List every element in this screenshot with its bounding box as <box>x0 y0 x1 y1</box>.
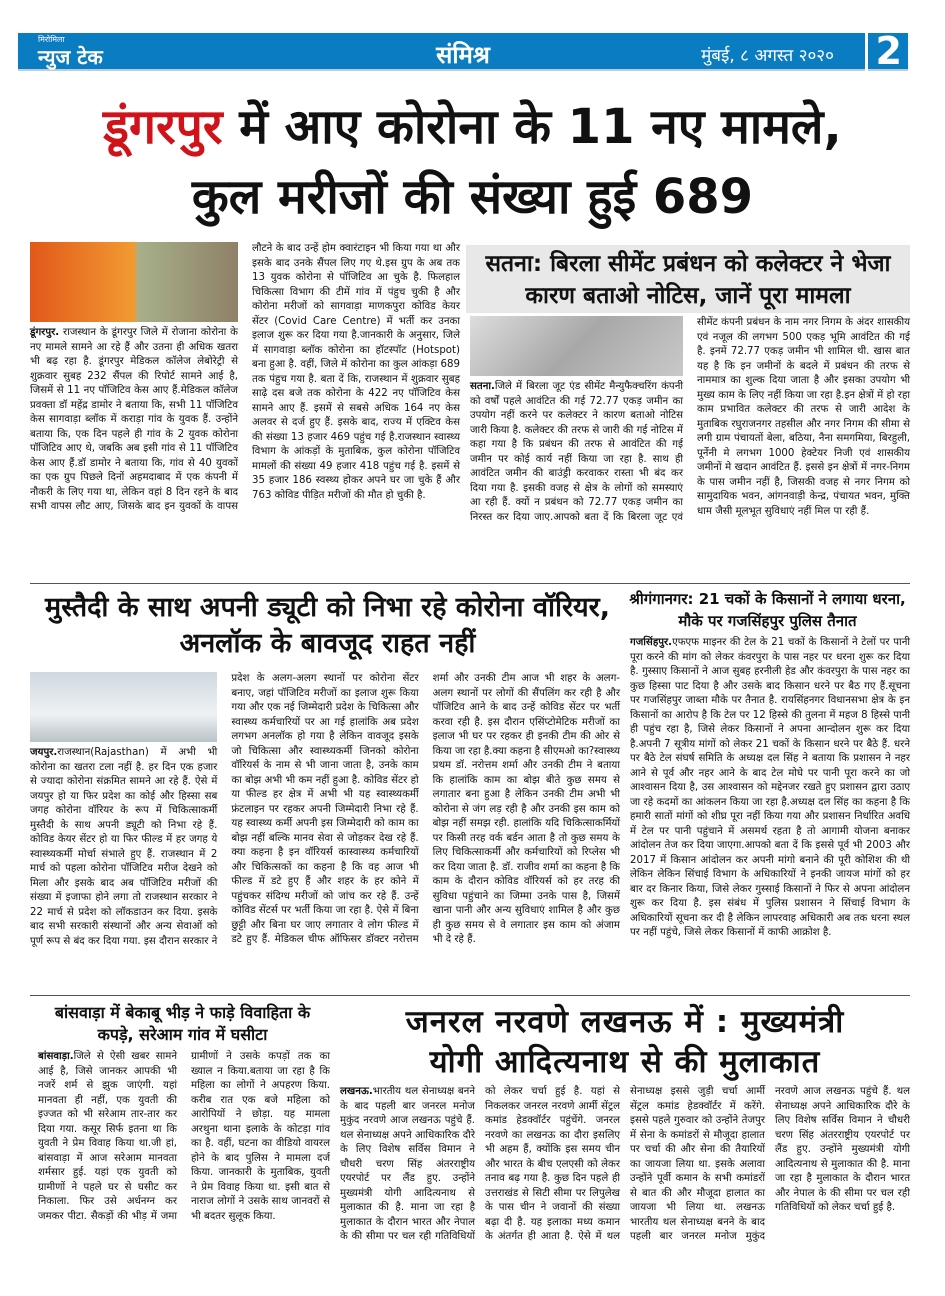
naravane-article <box>340 1085 910 1245</box>
divider <box>30 583 910 584</box>
banswara-headline: बांसवाड़ा में बेकाबू भीड़ ने फाड़े विवाहिता के कपड़े, सरेआम गांव में घसीटा <box>54 1003 311 1044</box>
dateline: गजसिंहपुर. <box>630 637 673 648</box>
corona-village-photo <box>30 242 238 322</box>
headline-city: डूंगरपुर <box>103 99 223 155</box>
ganganagar-article <box>630 636 910 941</box>
article-body: जिले से ऐसी खबर सामने आई है, जिसे जानकर आपकी भी नजरें शर्म से झुक जाएंगी. यहां मानवता ही नहीं, एक युवती की इज्जत को भी सरेआम तार-तार कर दिया गया. कसूर सिर्फ इतना था कि युवती ने प्रेम विवाह किया था.जी हां, बांसवाड़ा में आज सरेआम मानवता शर्मसार हुई. यहां एक युवती को ग्रामीणों ने पहले घर से घसीट कर निकाला. फिर उसे अर्धनग्न कर जमकर पीटा. सैकड़ों की भीड़ में जमा ग्रामीणों ने उसके कपड़ों तक का ख्याल न किया.बताया जा रहा है कि महिला का लोगों ने अपहरण किया. करीब रात एक बजे महिला को आरोपियों ने छोड़ा. यह मामला अरथुना थाना इलाके के कोटड़ा गांव का है. वहीं, घटना का वीडियो वायरल होने के बाद पुलिस ने मामला दर्ज किया. जानकारी के मुताबिक, युवती ने प्रेम विवाह किया था. इसी बात से नाराज लोगों ने उसके साथ जानवरों से भी बदतर सुलूक किया. <box>38 1051 330 1222</box>
article-body: राजस्थान के डूंगरपुर जिले में रोजाना कोरोना के नए मामले सामने आ रहे हैं और उतना ही अधिक खतरा भी बढ़ रहा है. डूंगरपुर मेडिकल कॉलेज लेबोरेट्री से शुक्रवार सुबह 232 सैंपल की रिपोर्ट सामने आई है, जिसमें से 11 नए पॉजिटिव केस आए हैं.मेडिकल कॉलेज प्रवक्ता डॉ महेंद्र डामोर ने बताया कि, सभी 11 पॉजिटिव केस सागवाड़ा ब्लॉक में कराड़ा गांव के युवक हैं. उन्होंने बताया कि, एक दिन पहले ही गांव के 2 युवक कोरोना पॉजिटिव आए थे, जबकि अब इसी गांव से 11 पॉजिटिव केस आए हैं.डॉ डामोर ने बताया कि, गांव से 40 युवकों का एक ग्रुप पिछले दिनों अहमदाबाद में एक कंपनी में नौकरी के लिए गया था, लेकिन वहां 8 दिन रहने के बाद सभी वापस लौट आए, जिसके बाद इन युवकों के वापस लौटने के बाद उन्हें होम क्वारंटाइन भी किया गया था और इसके बाद उनके सैंपल लिए गए थे.इस ग्रुप के अब तक 13 युवक कोरोना से पॉजिटिव आ चुके है. फिलहाल चिकित्सा विभाग की टीमें गांव में पंहुच चुकी है और कोरोना मरीजों को सागवाड़ा माणकपुरा कोविड केयर सेंटर (Covid Care Centre) में भर्ती कर उनका इलाज शुरू कर दिया गया है.जानकारी के अनुसार, जिले में सागवाड़ा ब्लॉक कोरोना का हॉटस्पॉट (Hotspot) बना हुआ है. वहीं, जिले में कोरोना का कुल आंकड़ा 689 तक पंहुच गया है. बता दें कि, राजस्थान में शुक्रवार सुबह साढ़े दस बजे तक कोरोना के 422 नए पॉजिटिव केस सामने आए हैं. इसमें से सबसे अधिक 164 नए केस अलवर से दर्ज हुए हैं. इसके बाद, राज्य में एक्टिव केस की संख्या 13 हजार 469 पहुंच गई है.राजस्थान स्वास्थ्य विभाग के आंकड़ों के मुताबिक, कुल कोरोना पॉजिटिव मामलों की संख्या 49 हजार 418 पहुंच गई है. इसमें से 35 हजार 186 स्वस्थ्य होकर अपने घर जा चुके हैं और 763 कोविड पीड़ित मरीजों की मौत हो चुकी है. <box>30 243 460 512</box>
headline-line1: में आए कोरोना के 11 नए मामले, <box>222 99 842 155</box>
article-body: जिले में बिरला जूट एंड सीमेंट मैन्युफैक्चरिंग कंपनी को वर्षों पहले आवंटित की गई 72.77 एकड़ जमीन का उपयोग नहीं करने पर कलेक्टर ने कारण बताओ नोटिस जारी किया है. कलेक्टर की तरफ से जारी की गई नोटिस में कहा गया है कि प्रबंधन की तरफ से आवंटित की गई जमीन पर कोई कार्य नहीं किया जा रहा है. साथ ही आवंटित जमीन की बाउंड्री करवाकर रास्ता भी बंद कर दिया गया है. इसकी वजह से क्षेत्र के लोगों को समस्याएं आ रही हैं. क्यों न प्रबंधन को 72.77 एकड़ जमीन का निरस्त कर दिया जाए.आपको बता दें कि बिरला जूट एवं सीमेंट कंपनी प्रबंधन के नाम नगर निगम के अंदर शासकीय एवं नजूल की लगभग 500 एकड़ भूमि आवंटित की गई है. इनमें 72.77 एकड़ जमीन भी शामिल थी. खास बात यह है कि इन जमीनों के बदले में प्रबंधन की तरफ से नाममात्र का शुल्क दिया जाता है और इसका उपयोग भी मुख्य काम के लिए नहीं किया जा रहा है.इन क्षेत्रों में हो रहा काम प्रभावित कलेक्टर की तरफ से जारी आदेश के मुताबिक रघुराजनगर तहसील और नगर निगम की सीमा से लगी ग्राम पंचायतों बेला, बठिया, नैना समगमिया, बिरहुली, पूर्नेनी मे लगभग 1000 हेक्टेयर निजी एवं शासकीय जमीनों मे खदान आवंटित हैं. इससे इन क्षेत्रों में नगर-निगम के पास जमीन नहीं है, जिसकी वजह से नगर निगम को सामुदायिक भवन, आंगनवाड़ी केन्द्र, पंचायत भवन, मुक्ति धाम जैसी मूलभूत सुविधाएं नहीं मिल पा रही हैं. <box>470 317 910 523</box>
dateline: बांसवाड़ा. <box>38 1051 74 1062</box>
headline-line2: कुल मरीजों की संख्या हुई 689 <box>191 169 754 225</box>
dateline: जयपुर. <box>30 747 58 758</box>
lead-headline <box>20 92 925 232</box>
brand-tagline: मिरोमिला <box>38 35 65 44</box>
dateline: सतना. <box>470 381 495 392</box>
warriors-headline: मुस्तैदी के साथ अपनी ड्यूटी को निभा रहे कोरोना वॉरियर, अनलॉक के बावजूद राहत नहीं <box>45 592 610 659</box>
article-body: एफएफ माइनर की टेल के 21 चकों के किसानों ने टेलों पर पानी पूरा करने की मांग को लेकर कंवरपुरा के पास नहर पर धरना शुरू कर दिया है. गुस्साए किसानों ने आज सुबह हरनीली हेड और कंवरपुरा के पास नहर का कुछ हिस्सा पाट दिया है और उसके बाद किसान धरने पर बैठ गए हैं.सूचना पर गजसिंहपुर जाब्ता मौके पर तैनात है. रायसिंहनगर विधानसभा क्षेत्र के इन किसानों का आरोप है कि टेल पर 12 हिस्से की तुलना में महज 8 हिस्से पानी ही पहुंच रहा है, जिसे लेकर किसानों ने अपना आन्दोलन शुरू कर दिया है.अपनी 7 सूत्रीय मांगों को लेकर 21 चकों के किसान धरने पर बैठे हैं. धरने पर बैठे टेल संघर्ष समिति के अध्यक्ष दल सिंह ने बताया कि प्रशासन ने नहर आने से पूर्व और नहर आने के बाद टेल मोघे पर पानी पूरा करने का जो आश्वासन दिया है, उस आश्वासन को मद्देनजर रखते हुए प्रशासन द्वारा उठाए जा रहे कदमों का आंकलन किया जा रहा है.अध्यक्ष दल सिंह का कहना है कि हमारी सातों मांगों को शीघ्र पूरा नहीं किया गया और प्रशासन निर्धारित अवधि में टेल पर पानी पहुंचाने में असमर्थ रहता है तो आगामी योजना बनाकर आंदोलन तेज कर दिया जाएगा.आपको बता दें कि इससे पूर्व भी 2003 और 2017 में किसान आंदोलन कर अपनी मांगो बनाने की पूरी कोशिश की थी लेकिन लेकिन सिंचाई विभाग के अधिकारियों ने इनकी जायज मांगों को हर बार दर किनार किया, जिसे लेकर गुस्साई किसानों ने फिर से अपना आंदोलन शुरू कर दिया है. इस संबंध में पुलिस प्रशासन ने सिंचाई विभाग के अधिकारियों सूचना कर दी है लेकिन लापरवाह अधिकारी अब तक धरना स्थल पर नहीं पहुंचे, जिसे लेकर किसानों में काफी आक्रोश है. <box>630 637 910 938</box>
headline-city: श्रीगंगानगर: <box>629 590 694 608</box>
lead-article <box>30 242 460 515</box>
banswara-article <box>38 1050 330 1224</box>
section-title: संमिश्र <box>436 41 490 69</box>
satna-headline: सतना: बिरला सीमेंट प्रबंधन को कलेक्टर ने भेजा कारण बताओ नोटिस, जानें पूरा मामला <box>466 245 910 313</box>
headline-text: 21 चकों के किसानों ने लगाया धरना, मौके पर गजसिंहपुर पुलिस तैनात <box>678 590 906 630</box>
cement-bags-photo <box>470 316 683 376</box>
dateline: लखनऊ. <box>340 1086 373 1097</box>
headline-line2: योगी आदित्यनाथ से की मुलाकात <box>429 1044 821 1080</box>
divider <box>30 995 910 996</box>
masthead <box>18 29 908 73</box>
dateline: डूंगरपुर. <box>30 327 60 338</box>
satna-article <box>470 316 910 525</box>
naravane-headline <box>340 1002 910 1082</box>
page-number: 2 <box>865 31 902 71</box>
headline-line1: जनरल नरवणे लखनऊ में : मुख्यमंत्री <box>405 1004 845 1040</box>
brand-logo: न्युज टेक <box>38 45 103 69</box>
health-workers-photo <box>30 672 217 742</box>
issue-date: मुंबई, ८ अगस्त २०२० <box>701 46 834 66</box>
ganganagar-headline <box>625 588 910 632</box>
article-body: राजस्थान(Rajasthan) में अभी भी कोरोना का खतरा टला नहीं है. हर दिन एक हजार से ज्यादा कोरोना संक्रमित सामने आ रहे हैं. ऐसे में जयपुर हो या फिर प्रदेश का कोई और हिस्सा सब जगह कोरोना वॉरियर के रूप में चिकित्साकर्मी मुस्तैदी के साथ अपनी ड्यूटी को निभा रहे हैं. कोविड केयर सेंटर हो या फिर फील्ड में हर जगह ये स्वास्थ्यकर्मी मोर्चा संभाले हुए हैं. राजस्थान में 2 मार्च को पहला कोरोना पॉजिटिव मरीज देखने को मिला और इसके बाद अब पॉजिटिव मरीजों की संख्या में इजाफा होने लगा तो राजस्थान सरकार ने 22 मार्च से प्रदेश को लॉकडाउन कर दिया. इसके बाद सभी सरकारी संस्थानों और अन्य सेवाओं को पूर्ण रूप से बंद कर दिया गया. इस दौरान सरकार ने प्रदेश के अलग-अलग स्थानों पर कोरोना सेंटर बनाए, जहां पॉजिटिव मरीजों का इलाज शुरू किया गया और एक नई जिम्मेदारी प्रदेश के चिकित्सा और स्वास्थ्य कर्मचारियों पर आ गई हालांकि अब प्रदेश लगभग अनलॉक हो गया है लेकिन वावजूद इसके जो चिकित्सा और स्वास्थ्यकर्मी जिनको कोरोना वॉरियर्स के नाम से भी जाना जाता है, उनके काम का बोझ अभी भी कम नहीं हुआ है. कोविड सेंटर हो या फील्ड हर क्षेत्र में अभी भी यह स्वास्थ्यकर्मी फ्रंटलाइन पर रहकर अपनी जिम्मेदारी निभा रहे हैं. यह स्वास्थ्य कर्मी अपनी इस जिम्मेदारी को काम का बोझ नहीं बल्कि मानव सेवा से जोड़कर देख रहे हैं. क्या कहना है इन वॉरियर्स कास्वास्थ्य कर्मचारियों और चिकित्सकों का कहना है कि वह आज भी फील्ड में डटे हुए हैं और शहर के हर कोने में पहुंचकर संदिग्ध मरीजों को जांच कर रहे हैं. उन्हें कोविड सेंटर्स पर भर्ती किया जा रहा है. ऐसे में बिना छुट्टी और बिना घर जाए लगातार वे लोग फील्ड में डटे हुए हैं. मेडिकल चीफ ऑफिसर डॉक्टर नरोत्तम शर्मा और उनकी टीम आज भी शहर के अलग-अलग स्थानों पर लोगों की सैंपलिंग कर रही है और पॉजिटिव आने के बाद उन्हें कोविड सेंटर पर भर्ती करवा रही है. इस दौरान एसिंप्टोमेटिक मरीजों का इलाज भी घर पर रहकर ही इनकी टीम की ओर से किया जा रहा है.क्या कहना है सीएमओ का?स्वास्थ्य प्रथम डॉ. नरोत्तम शर्मा और उनकी टीम ने बताया कि हालांकि काम का बोझ बीते कुछ समय से लगातार बना हुआ है लेकिन उनकी टीम अभी भी कोरोना से जंग लड़ रही है और उनकी इस काम को बोझ नहीं समझ रही. हालांकि यदि चिकित्साकर्मियों पर किसी तरह वर्क बर्डन आता है तो कुछ समय के लिए चिकित्साकर्मी और कर्मचारियों को रिप्लेस भी कर दिया जाता है. डॉ. राजीव शर्मा का कहना है कि काम के दौरान कोविड वॉरियर्स को हर तरह की सुविधा पहुंचाने का जिम्मा उनके पास है, जिसमें खाना पानी और अन्य सुविधाएं शामिल है और कुछ ही कुछ समय से वे लगातार इस काम को अंजाम भी दे रहे हैं. <box>30 673 620 947</box>
warriors-article <box>30 672 620 949</box>
article-body: भारतीय थल सेनाध्यक्ष बनने के बाद पहली बार जनरल मनोज मुकुंद नरवणे आज लखनऊ पहुंचे हैं. थल सेनाध्यक्ष अपने आधिकारिक दौरे के लिए विशेष सर्विस विमान ने चौधरी चरण सिंह अंतरराष्ट्रीय एयरपोर्ट पर लैंड हुए. उन्होंने मुख्यमंत्री योगी आदित्यनाथ से मुलाकात की है. माना जा रहा है मुलाकात के दौरान भारत और नेपाल के की सीमा पर चल रही गतिविधियों को लेकर चर्चा हुई है. यहां से निकलकर जनरल नरवणे आर्मी सेंट्रल कमांड हेडक्वॉर्टर पहुंचेंगे. जनरल नरवणे का लखनऊ का दौरा इसलिए भी अहम हैं, क्योंकि इस समय चीन और भारत के बीच एलएसी को लेकर तनाव बढ़ गया है. कुछ दिन पहले ही उत्तराखंड से सिटी सीमा पर लिपुलेख के पास चीन ने जवानों की संख्या बढ़ा दी है. यह इलाका मध्य कमान के अंतर्गत ही आता है. ऐसे में थल सेनाध्यक्ष इससे जुड़ी चर्चा आर्मी सेंट्रल कमांड हेडक्वॉर्टर में करेंगे. इससे पहले गुरुवार को उन्होंने तेजपुर में सेना के कमांडरों से मौजूदा हालात पर चर्चा की और सेना की तैयारियों का जायजा लिया था. इसके अलावा उन्होंने पूर्वी कमान के सभी कमांडरों से बात की और मौजूदा हालात का जायजा भी लिया था. लखनऊ भारतीय थल सेनाध्यक्ष बनने के बाद पहली बार जनरल मनोज मुकुंद नरवणे आज लखनऊ पहुंचे हैं. थल सेनाध्यक्ष अपने आधिकारिक दौरे के लिए विशेष सर्विस विमान ने चौधरी चरण सिंह अंतरराष्ट्रीय एयरपोर्ट पर लैंड हुए. उन्होंने मुख्यमंत्री योगी आदित्यनाथ से मुलाकात की है. माना जा रहा है मुलाकात के दौरान भारत और नेपाल के की सीमा पर चल रही गतिविधियों को लेकर चर्चा हुई है. <box>340 1086 910 1242</box>
